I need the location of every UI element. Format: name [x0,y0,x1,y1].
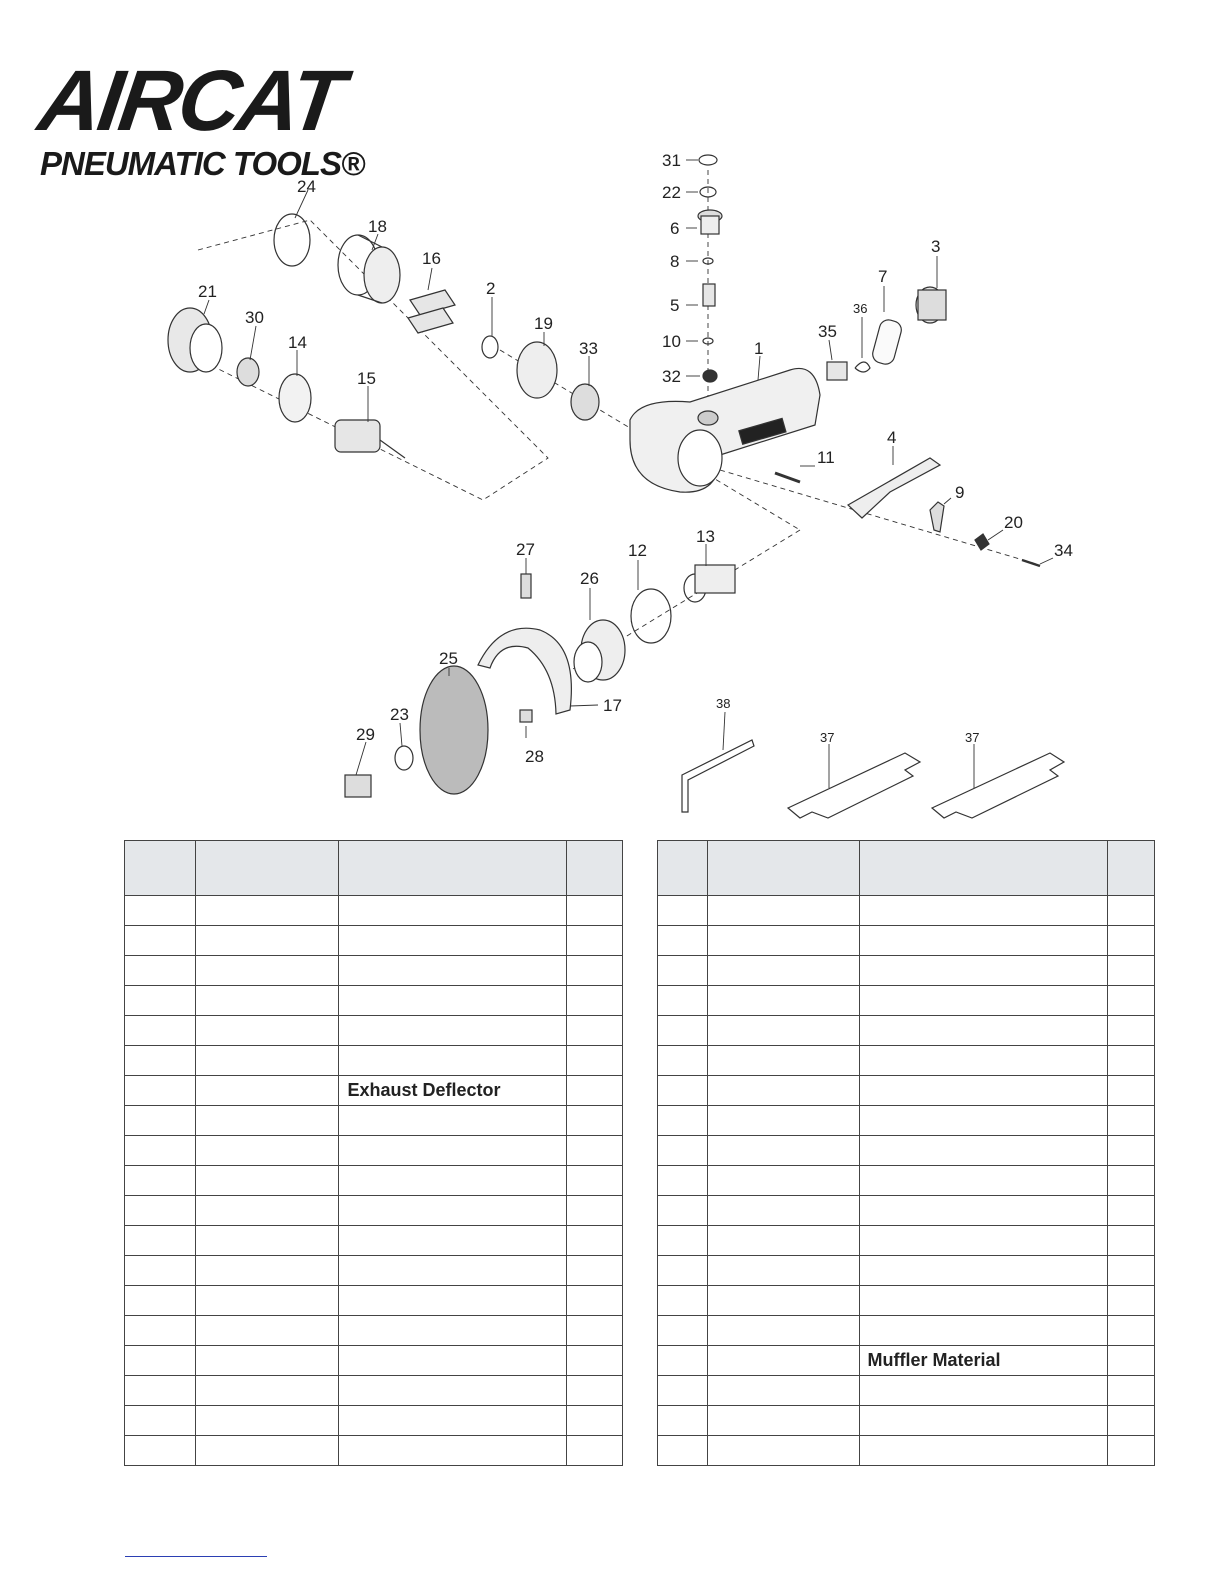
callout-12: 12 [628,541,647,560]
table-cell [125,1166,196,1196]
table-cell [658,896,708,926]
callout-9: 9 [955,483,965,502]
table-cell [125,1376,196,1406]
table-row [125,1436,623,1466]
table-cell [125,1406,196,1436]
part-description [859,1136,1108,1166]
table-row [658,1076,1155,1106]
part-description [339,896,567,926]
table-cell [707,1256,859,1286]
table-row [125,896,623,926]
part-34-pin [1022,560,1040,566]
callout-17: 17 [603,696,622,715]
part-description: Exhaust Deflector [339,1076,567,1106]
part-description [859,1106,1108,1136]
part-19-front-plate [517,342,557,398]
part-description [859,986,1108,1016]
part-7-exhaust-deflector [871,318,904,366]
part-2-spacer [482,336,498,358]
table-cell [567,1436,623,1466]
table-cell [195,1226,339,1256]
table-row [125,1316,623,1346]
leader-lines [204,160,1053,788]
table-cell [125,896,196,926]
footer-link-underline [125,1556,267,1557]
table-cell [707,1346,859,1376]
part-description [339,1136,567,1166]
table-cell [707,1286,859,1316]
callout-37-a: 37 [820,730,835,745]
table-cell [658,1286,708,1316]
table-row [125,1106,623,1136]
part-11-pin [775,473,800,482]
table-row [658,1346,1155,1376]
part-23-washer [395,746,413,770]
callout-19: 19 [534,314,553,333]
part-37-wrench-a [788,753,920,818]
table-row [658,926,1155,956]
table-row [658,896,1155,926]
callout-18: 18 [368,217,387,236]
part-29-bolt [345,775,371,797]
part-12-o-ring [631,589,671,643]
table-cell [567,1076,623,1106]
table-row [658,986,1155,1016]
table-cell [707,1076,859,1106]
table-cell [658,1136,708,1166]
table-cell [195,1136,339,1166]
part-description [859,1376,1108,1406]
callout-15: 15 [357,369,376,388]
table-cell [567,1376,623,1406]
table-row [125,1166,623,1196]
table-row [658,1436,1155,1466]
table-cell [125,1136,196,1166]
part-35-muffler-material [827,362,847,380]
part-description [339,986,567,1016]
part-description [859,896,1108,926]
callout-8: 8 [670,252,680,271]
callout-25: 25 [439,649,458,668]
part-26-guard-bracket [574,620,625,682]
table-cell [195,1046,339,1076]
parts-table-left [124,840,623,1466]
table-cell [1108,1076,1155,1106]
table-cell [658,1406,708,1436]
table-cell [658,1106,708,1136]
part-description [859,926,1108,956]
table-row [658,1256,1155,1286]
table-cell [1108,1406,1155,1436]
table-cell [195,896,339,926]
table-cell [658,1376,708,1406]
table-row [125,926,623,956]
table-row [125,1016,623,1046]
part-description [339,1166,567,1196]
table-cell [567,1226,623,1256]
table-cell [195,986,339,1016]
callout-27: 27 [516,540,535,559]
table-cell [567,1346,623,1376]
table-cell [195,1286,339,1316]
callout-38: 38 [716,696,731,711]
callout-1: 1 [754,339,764,358]
part-4-trigger-lever [848,458,940,518]
table-cell [707,1016,859,1046]
table-row [658,1106,1155,1136]
part-9-trigger [930,502,944,532]
part-description [339,956,567,986]
table-row [658,1016,1155,1046]
part-27-screw [521,574,531,598]
table-cell [567,1406,623,1436]
table-cell [125,986,196,1016]
callout-20: 20 [1004,513,1023,532]
part-description [859,1316,1108,1346]
part-description [859,1046,1108,1076]
table-cell [707,1196,859,1226]
table-cell [707,896,859,926]
table-row [658,1316,1155,1346]
table-cell [658,1256,708,1286]
part-description [339,1046,567,1076]
table-cell [567,956,623,986]
table-row [658,1286,1155,1316]
callout-32: 32 [662,367,681,386]
table-cell [1108,1166,1155,1196]
table-cell [1108,986,1155,1016]
callout-23: 23 [390,705,409,724]
callout-28: 28 [525,747,544,766]
table-cell [1108,926,1155,956]
table-cell [195,1166,339,1196]
table-row [658,1196,1155,1226]
table-cell [1108,1136,1155,1166]
callout-13: 13 [696,527,715,546]
table-cell [567,1316,623,1346]
table-cell [567,1106,623,1136]
table-cell [125,956,196,986]
part-description [339,1346,567,1376]
table-cell [1108,896,1155,926]
callout-3: 3 [931,237,941,256]
part-14-end-plate [279,374,311,422]
table-cell [1108,1106,1155,1136]
table-cell [125,1106,196,1136]
callout-11: 11 [817,448,835,467]
table-cell [707,1106,859,1136]
part-18-cylinder [338,235,400,303]
callout-22: 22 [662,183,681,202]
table-cell [1108,1226,1155,1256]
table-row [125,1256,623,1286]
callout-31: 31 [662,151,681,170]
table-row [658,1226,1155,1256]
part-28-nut [520,710,532,722]
callout-33: 33 [579,339,598,358]
callout-2: 2 [486,279,496,298]
table-cell [125,1196,196,1226]
table-cell [195,1016,339,1046]
part-description [859,1256,1108,1286]
table-row [658,1376,1155,1406]
callout-37-b: 37 [965,730,980,745]
part-21-end-cap [168,308,222,372]
table-row [125,1076,623,1106]
table-cell [567,1136,623,1166]
part-description [859,1286,1108,1316]
table-row [658,1406,1155,1436]
table-cell [195,1196,339,1226]
part-31-ring [699,155,717,165]
table-cell [195,926,339,956]
part-20-spring [975,534,989,550]
table-cell [707,1136,859,1166]
part-6-valve-bushing [698,210,722,234]
table-cell [658,1046,708,1076]
part-description [859,1076,1108,1106]
part-24-o-ring [274,214,310,266]
table-row [658,1046,1155,1076]
table-cell [707,956,859,986]
part-description [859,1226,1108,1256]
table-cell [125,1286,196,1316]
part-description [859,1406,1108,1436]
table-row [125,956,623,986]
table-row [658,956,1155,986]
part-37-wrench-b [932,753,1064,818]
part-16-vanes [408,290,455,333]
table-row [125,986,623,1016]
table-cell [125,1316,196,1346]
part-description [339,1406,567,1436]
logo-brand: AIRCAT [33,53,348,149]
table-row [658,1136,1155,1166]
table-cell [125,1076,196,1106]
table-cell [195,1376,339,1406]
callout-21: 21 [198,282,217,301]
table-cell [707,926,859,956]
table-cell [1108,1436,1155,1466]
part-description [859,1436,1108,1466]
part-description [339,1436,567,1466]
table-cell [567,986,623,1016]
table-cell [567,1286,623,1316]
table-row [658,1166,1155,1196]
table-cell [567,896,623,926]
part-3-air-inlet [916,287,946,323]
table-cell [1108,1286,1155,1316]
table-cell [567,1016,623,1046]
part-description [339,1106,567,1136]
table-cell [125,1226,196,1256]
table-cell [707,1166,859,1196]
table-cell [658,1016,708,1046]
table-cell [658,1436,708,1466]
callout-29: 29 [356,725,375,744]
part-description [859,1166,1108,1196]
table-cell [1108,1196,1155,1226]
table-cell [567,926,623,956]
table-cell [125,1346,196,1376]
part-description [339,1256,567,1286]
part-description [339,1196,567,1226]
part-description [859,956,1108,986]
part-36-clip [855,362,870,372]
table-cell [707,1406,859,1436]
table-cell [195,1406,339,1436]
table-cell [125,1436,196,1466]
table-cell [195,1076,339,1106]
table-header-row [125,841,623,896]
table-cell [125,1016,196,1046]
part-33-bearing [571,384,599,420]
part-1-housing [630,368,820,492]
table-cell [658,956,708,986]
part-25-cutoff-wheel [420,666,488,794]
table-row [125,1286,623,1316]
table-cell [195,1256,339,1286]
part-description: Muffler Material [859,1346,1108,1376]
table-row [125,1196,623,1226]
table-cell [1108,1016,1155,1046]
callout-4: 4 [887,428,897,447]
table-cell [1108,1376,1155,1406]
logo-subtitle: PNEUMATIC TOOLS® [40,145,365,182]
table-row [125,1136,623,1166]
callout-5: 5 [670,296,680,315]
table-cell [125,1046,196,1076]
table-cell [707,1226,859,1256]
table-cell [195,1316,339,1346]
table-header-row [658,841,1155,896]
table-row [125,1226,623,1256]
table-row [125,1346,623,1376]
table-cell [1108,1346,1155,1376]
part-description [339,1226,567,1256]
table-cell [707,1046,859,1076]
table-cell [1108,1046,1155,1076]
table-cell [658,1076,708,1106]
table-cell [1108,956,1155,986]
callout-30: 30 [245,308,264,327]
table-cell [1108,1316,1155,1346]
table-cell [658,1166,708,1196]
parts-table-right [657,840,1155,1466]
callout-35: 35 [818,322,837,341]
callout-16: 16 [422,249,441,268]
part-description [859,1196,1108,1226]
part-38-hex-key [682,740,754,812]
table-cell [567,1046,623,1076]
table-row [125,1406,623,1436]
part-description [339,1286,567,1316]
callout-26: 26 [580,569,599,588]
table-cell [567,1196,623,1226]
table-row [125,1376,623,1406]
part-32-spring [703,370,717,382]
callout-14: 14 [288,333,307,352]
table-cell [707,986,859,1016]
table-cell [707,1436,859,1466]
part-description [859,1016,1108,1046]
table-cell [195,956,339,986]
table-cell [567,1256,623,1286]
table-cell [125,1256,196,1286]
table-cell [195,1106,339,1136]
part-description [339,1376,567,1406]
part-5-valve-stem [703,284,715,306]
callout-6: 6 [670,219,680,238]
table-cell [658,1346,708,1376]
table-cell [658,926,708,956]
table-cell [195,1436,339,1466]
exploded-parts-diagram [0,140,1224,830]
table-cell [567,1166,623,1196]
table-cell [125,926,196,956]
part-17-wheel-guard [478,628,571,714]
table-cell [658,1226,708,1256]
table-row [125,1046,623,1076]
part-description [339,926,567,956]
callout-36: 36 [853,301,868,316]
table-cell [658,986,708,1016]
callout-24: 24 [297,177,316,196]
callout-34: 34 [1054,541,1073,560]
table-cell [658,1316,708,1346]
part-30-bearing [237,358,259,386]
table-cell [1108,1256,1155,1286]
part-description [339,1316,567,1346]
callout-7: 7 [878,267,888,286]
callout-10: 10 [662,332,681,351]
table-cell [707,1376,859,1406]
table-cell [707,1316,859,1346]
part-15-rotor [335,420,405,458]
table-cell [658,1196,708,1226]
part-description [339,1016,567,1046]
table-cell [195,1346,339,1376]
